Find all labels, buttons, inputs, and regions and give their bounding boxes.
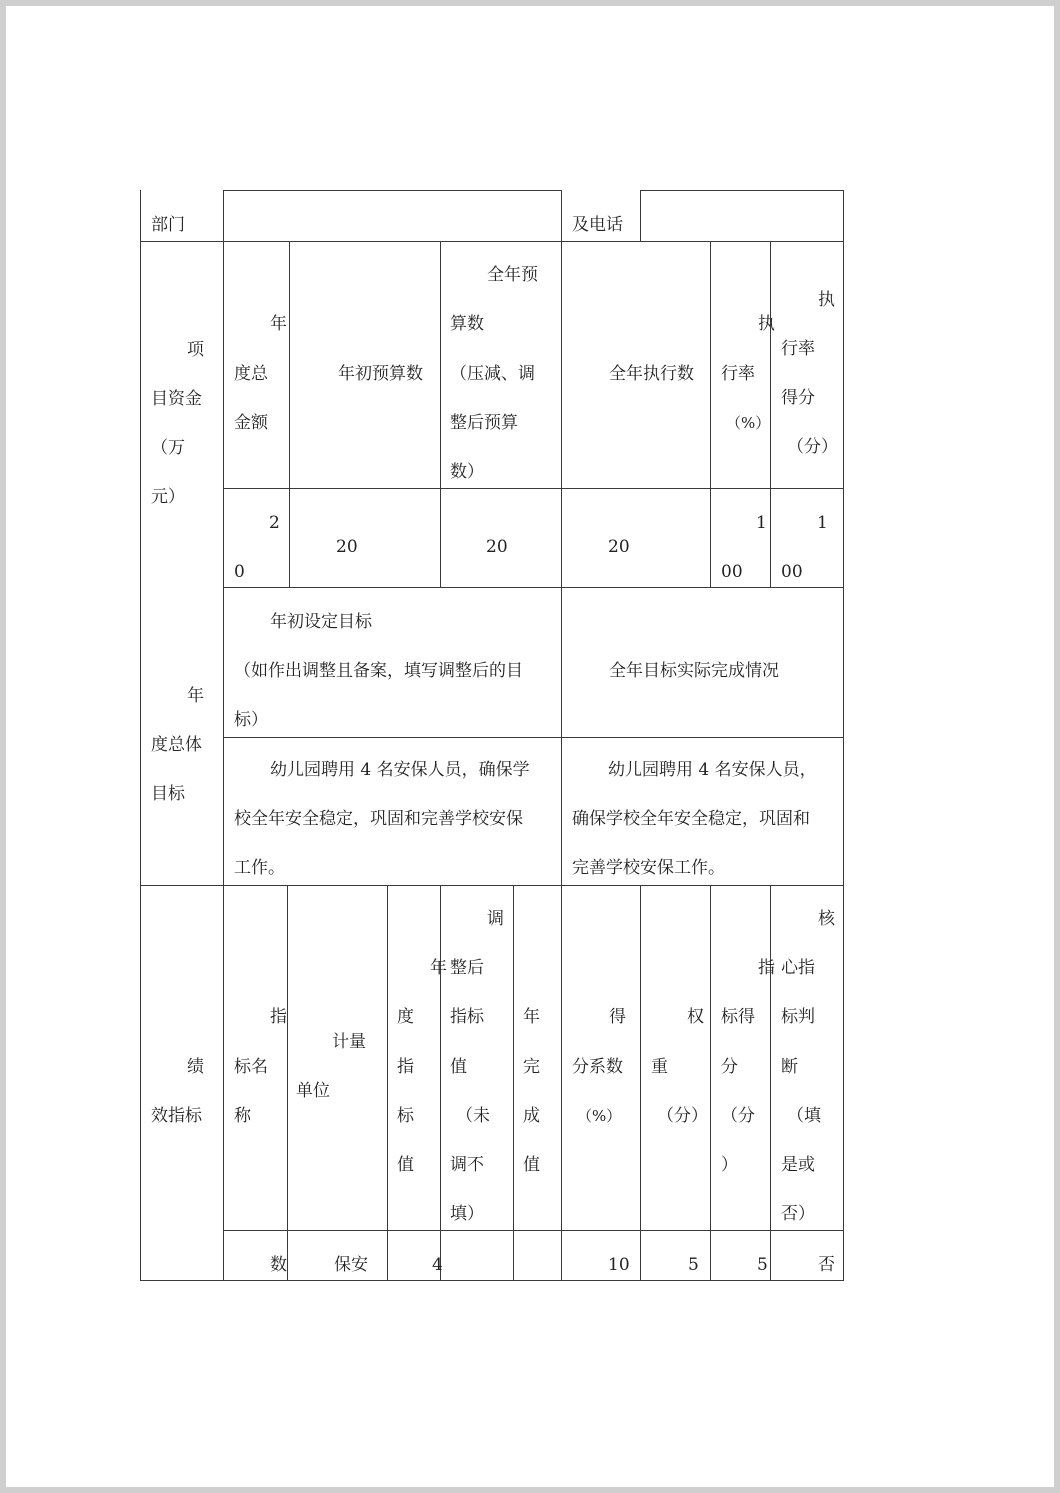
header-initial-budget: 年初预算数 <box>338 364 423 384</box>
value-full-year-budget: 20 <box>486 537 508 557</box>
goals-actual-header: 全年目标实际完成情况 <box>609 661 779 681</box>
header-full-year-execution: 全年执行数 <box>609 364 694 384</box>
row1-weight: 5 <box>688 1255 699 1275</box>
row1-core-judgement: 否 <box>818 1255 835 1275</box>
row1-annual-target: 4 <box>432 1255 443 1275</box>
department-label: 部门 <box>151 215 185 235</box>
header-annual-target: 年 度 指 标 值 <box>397 958 447 1175</box>
row1-unit: 保安 <box>334 1255 368 1275</box>
value-full-year-execution: 20 <box>608 537 630 557</box>
value-initial-budget: 20 <box>336 537 358 557</box>
row1-indicator-name: 数 <box>270 1255 287 1275</box>
row1-indicator-score: 5 <box>757 1255 768 1275</box>
document-page: 部门 及电话 项 目资金 （万 元） 年 度总 金额 年初预算数 全年预 算数 （压减、调 整后预算 数） 全年执行数 执 行率 （%） 执 行率 得分 （分） 2 0 20 20 20 1 00 1 00 年 度总体 目标 年初设定目标 （如作出调整且备案，填写调整后的目 标） 全年目标实际完成情况 幼儿园聘用 4 名安保人员，确保学 校全年安全稳定，巩固和完善学校安保 工作。 幼儿园聘用 4 名安保人员， 确保学校全年安全稳定，巩固和 完善学校安保工作。 绩 效指标 指 标名 称 计量 单位 年 度 指 标 值 调 整后 指标 值 （未 调不 填） 年 完 成 值 得 分系数 （%） 权 重 （分） 指 标得 分 （分 ） 核 心指 标判 断 （填 是或 否） 数 保安 4 10 5 5 否 <box>6 6 1054 1487</box>
contact-phone-label: 及电话 <box>572 215 623 235</box>
row1-score-coefficient: 10 <box>608 1255 630 1275</box>
